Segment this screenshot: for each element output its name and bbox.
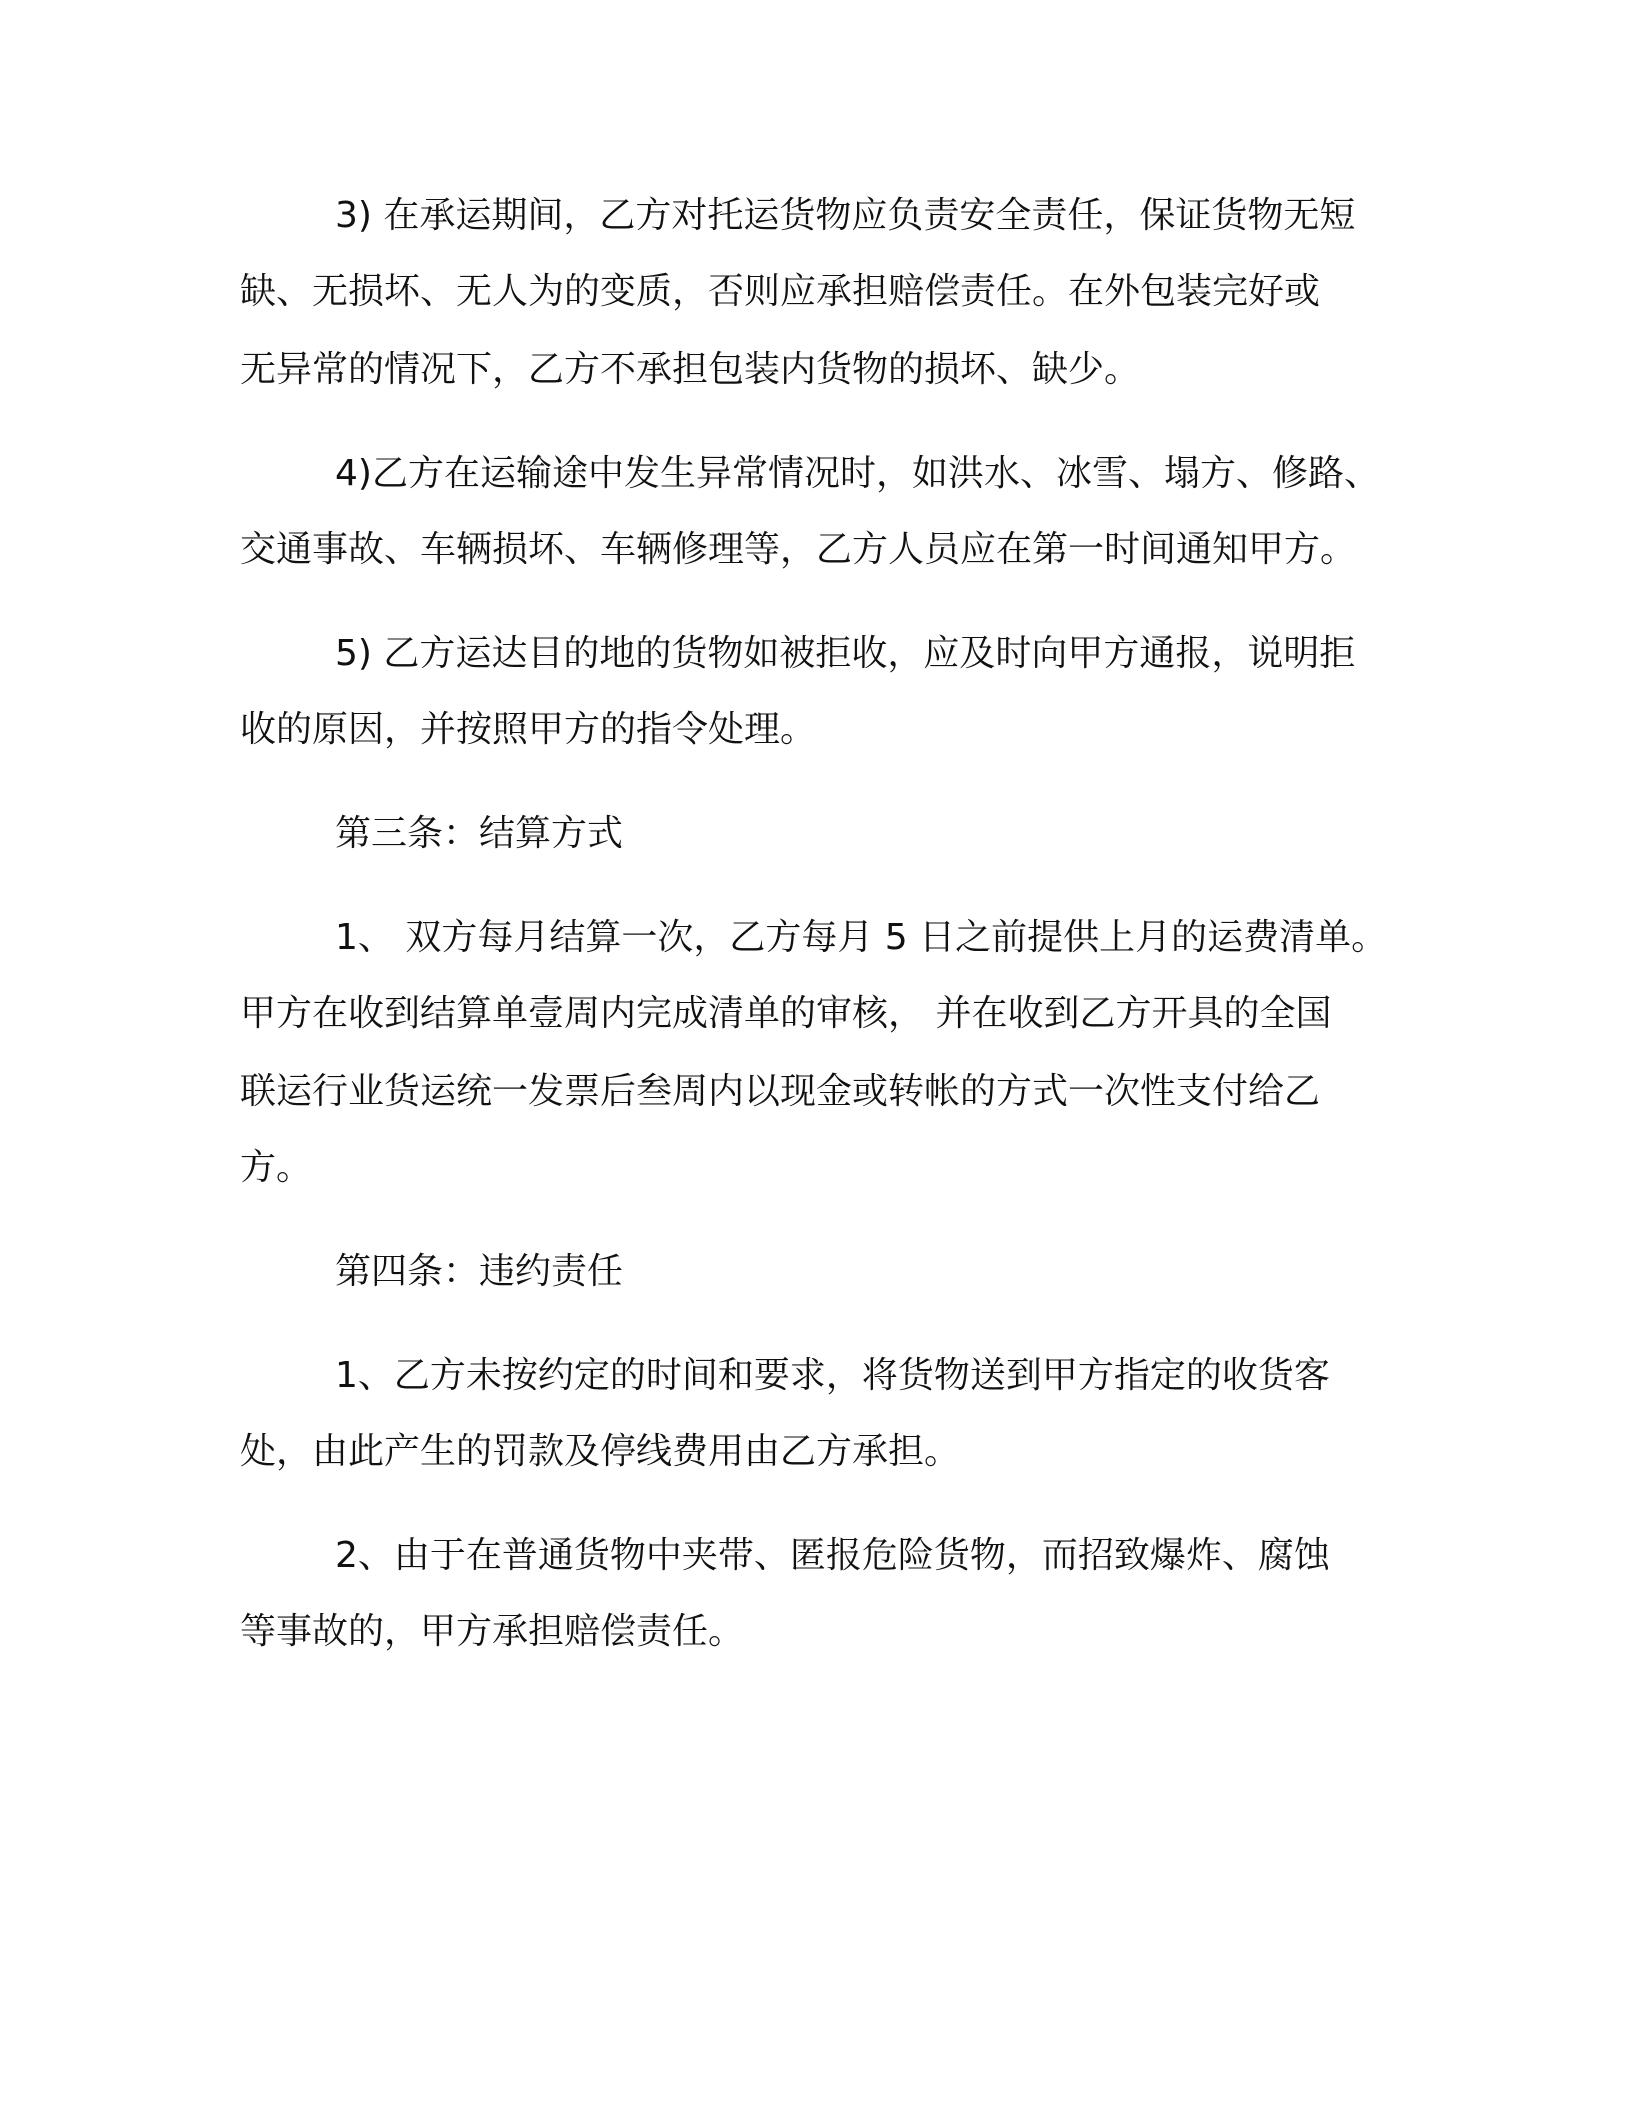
clause-3-3-line-3: 无异常的情况下，乙方不承担包装内货物的损坏、缺少。	[240, 349, 1141, 390]
article-4-item-2-line-1: 2、由于在普通货物中夹带、匿报危险货物，而招致爆炸、腐蚀	[335, 1535, 1330, 1576]
article-3-item-1-line-4: 方。	[240, 1147, 313, 1188]
clause-3-4-line-2: 交通事故、车辆损坏、车辆修理等，乙方人员应在第一时间通知甲方。	[240, 529, 1357, 570]
article-4-item-2-line-2: 等事故的，甲方承担赔偿责任。	[240, 1611, 745, 1652]
article-3-item-1-line-3: 联运行业货运统一发票后叁周内以现金或转帐的方式一次性支付给乙	[240, 1071, 1321, 1112]
clause-3-3-line-2: 缺、无损坏、无人为的变质，否则应承担赔偿责任。在外包装完好或	[240, 271, 1321, 312]
article-4-item-1-line-2: 处，由此产生的罚款及停线费用由乙方承担。	[240, 1431, 961, 1472]
clause-3-3-line-1: 3) 在承运期间，乙方对托运货物应负责安全责任，保证货物无短	[335, 195, 1356, 236]
article-4-item-1-line-1: 1、乙方未按约定的时间和要求，将货物送到甲方指定的收货客	[335, 1355, 1330, 1396]
article-3-heading: 第三条：结算方式	[335, 813, 624, 854]
article-3-item-1-line-2: 甲方在收到结算单壹周内完成清单的审核， 并在收到乙方开具的全国	[240, 993, 1332, 1034]
article-4-heading: 第四条：违约责任	[335, 1251, 624, 1292]
clause-3-5-line-2: 收的原因，并按照甲方的指令处理。	[240, 709, 817, 750]
clause-3-4-line-1: 4)乙方在运输途中发生异常情况时，如洪水、冰雪、塌方、修路、	[335, 453, 1380, 494]
clause-3-5-line-1: 5) 乙方运达目的地的货物如被拒收，应及时向甲方通报，说明拒	[335, 633, 1356, 674]
article-3-item-1-line-1: 1、 双方每月结算一次，乙方每月 5 日之前提供上月的运费清单。	[335, 917, 1388, 958]
